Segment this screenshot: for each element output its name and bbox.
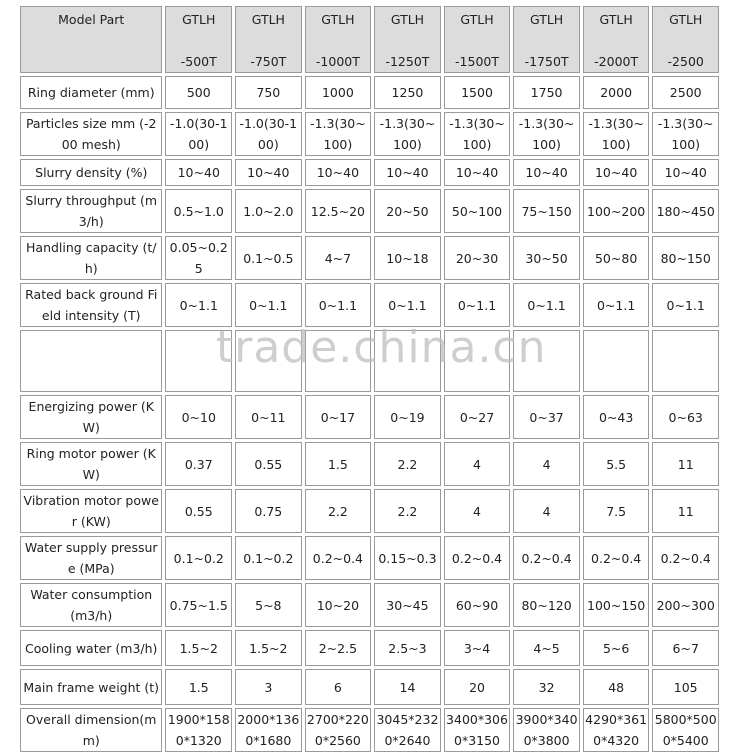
table-cell: 0~37	[513, 395, 580, 439]
table-cell: 0.75~1.5	[165, 583, 232, 627]
model-header-cell	[444, 6, 511, 73]
table-cell: 1.5	[165, 669, 232, 705]
model-variant: -500T	[180, 54, 217, 69]
model-variant: -1250T	[385, 54, 430, 69]
table-cell: 0~1.1	[305, 283, 372, 327]
table-cell: 1.5~2	[235, 630, 302, 666]
table-row	[20, 76, 719, 109]
table-cell: 5~6	[583, 630, 650, 666]
model-variant: -1500T	[455, 54, 499, 69]
table-cell: 4	[444, 489, 511, 533]
model-name: GTLH	[669, 12, 703, 27]
table-cell	[583, 330, 650, 392]
row-label: Slurry throughput (m3/h)	[20, 189, 162, 233]
table-cell: 0~1.1	[165, 283, 232, 327]
table-cell: -1.0(30-100)	[165, 112, 232, 156]
table-cell: 3045*2320*2640	[374, 708, 441, 752]
table-cell: 11	[652, 489, 719, 533]
table-cell: 0.1~0.5	[235, 236, 302, 280]
row-label: Overall dimension(mm)	[20, 708, 162, 752]
row-label: Rated back ground Field intensity (T)	[20, 283, 162, 327]
table-cell: 0~1.1	[374, 283, 441, 327]
table-cell: 0.2~0.4	[513, 536, 580, 580]
table-row	[20, 442, 719, 486]
table-cell: 0~1.1	[444, 283, 511, 327]
table-cell: 0.75	[235, 489, 302, 533]
table-cell: 6	[305, 669, 372, 705]
table-cell	[513, 330, 580, 392]
table-cell: 0.55	[235, 442, 302, 486]
table-cell: 48	[583, 669, 650, 705]
table-cell: 10~40	[305, 159, 372, 186]
table-cell: 0~63	[652, 395, 719, 439]
row-label: Water consumption (m3/h)	[20, 583, 162, 627]
table-cell: 0.37	[165, 442, 232, 486]
table-row	[20, 630, 719, 666]
table-cell: 1.0~2.0	[235, 189, 302, 233]
table-cell: 0.1~0.2	[235, 536, 302, 580]
table-row	[20, 669, 719, 705]
table-cell: 0.55	[165, 489, 232, 533]
table-cell: 20~30	[444, 236, 511, 280]
table-cell: 10~40	[652, 159, 719, 186]
table-cell: 2500	[652, 76, 719, 109]
table-cell: 3~4	[444, 630, 511, 666]
model-header-cell	[235, 6, 302, 73]
table-cell: 1750	[513, 76, 580, 109]
table-cell: 3	[235, 669, 302, 705]
row-label: Particles size mm (-200 mesh)	[20, 112, 162, 156]
table-cell: 180~450	[652, 189, 719, 233]
table-cell: 0.05~0.25	[165, 236, 232, 280]
table-cell: 750	[235, 76, 302, 109]
table-cell	[235, 330, 302, 392]
table-cell: 0.2~0.4	[583, 536, 650, 580]
table-cell: -1.3(30~100)	[305, 112, 372, 156]
model-variant: -750T	[250, 54, 287, 69]
table-cell: 32	[513, 669, 580, 705]
table-cell: 10~40	[444, 159, 511, 186]
model-header-cell	[305, 6, 372, 73]
row-label: Energizing power (KW)	[20, 395, 162, 439]
table-cell: 30~45	[374, 583, 441, 627]
row-label	[20, 330, 162, 392]
table-cell: 0.5~1.0	[165, 189, 232, 233]
table-cell: 105	[652, 669, 719, 705]
table-cell: 0~1.1	[235, 283, 302, 327]
table-cell: 5~8	[235, 583, 302, 627]
table-cell: 50~80	[583, 236, 650, 280]
table-cell: 0~10	[165, 395, 232, 439]
model-variant: -1750T	[524, 54, 569, 69]
table-cell: 500	[165, 76, 232, 109]
table-cell: 0~19	[374, 395, 441, 439]
table-cell: 1900*1580*1320	[165, 708, 232, 752]
row-label: Cooling water (m3/h)	[20, 630, 162, 666]
header-label-cell	[20, 6, 162, 73]
table-cell: 1.5~2	[165, 630, 232, 666]
table-cell	[374, 330, 441, 392]
table-row	[20, 159, 719, 186]
table-cell: 4~7	[305, 236, 372, 280]
table-row	[20, 330, 719, 392]
table-row	[20, 189, 719, 233]
table-cell: -1.3(30~100)	[583, 112, 650, 156]
model-variant: -2000T	[594, 54, 639, 69]
table-cell: 11	[652, 442, 719, 486]
table-cell: 2700*2200*2560	[305, 708, 372, 752]
table-cell: 0.2~0.4	[305, 536, 372, 580]
row-label: Vibration motor power (KW)	[20, 489, 162, 533]
table-cell: 50~100	[444, 189, 511, 233]
table-cell: 0.2~0.4	[444, 536, 511, 580]
table-cell: -1.3(30~100)	[444, 112, 511, 156]
model-name: GTLH	[251, 12, 285, 27]
row-label: Main frame weight (t)	[20, 669, 162, 705]
table-cell: 0.2~0.4	[652, 536, 719, 580]
table-row	[20, 708, 719, 752]
model-name: GTLH	[390, 12, 425, 27]
watermark: trade.china.cn	[216, 322, 547, 373]
model-header-cell	[165, 6, 232, 73]
model-header-cell	[652, 6, 719, 73]
table-row	[20, 395, 719, 439]
table-cell: 6~7	[652, 630, 719, 666]
model-name: GTLH	[529, 12, 564, 27]
table-cell: 0.1~0.2	[165, 536, 232, 580]
table-cell: 1.5	[305, 442, 372, 486]
table-cell: 4	[513, 442, 580, 486]
table-cell: 80~120	[513, 583, 580, 627]
model-variant: -2500	[667, 54, 704, 69]
table-row	[20, 489, 719, 533]
table-cell: 2.2	[374, 442, 441, 486]
table-cell: 7.5	[583, 489, 650, 533]
table-row	[20, 583, 719, 627]
table-cell: 3900*3400*3800	[513, 708, 580, 752]
table-cell: 5800*5000*5400	[652, 708, 719, 752]
table-cell: 80~150	[652, 236, 719, 280]
table-cell: 10~18	[374, 236, 441, 280]
table-cell: 4	[444, 442, 511, 486]
table-row	[20, 283, 719, 327]
table-cell: 0~1.1	[652, 283, 719, 327]
table-cell: 0.15~0.3	[374, 536, 441, 580]
table-cell: 200~300	[652, 583, 719, 627]
table-row	[20, 236, 719, 280]
table-cell	[165, 330, 232, 392]
table-cell: 3400*3060*3150	[444, 708, 511, 752]
table-cell	[305, 330, 372, 392]
table-cell: 20~50	[374, 189, 441, 233]
table-cell: 0~1.1	[583, 283, 650, 327]
row-label: Water supply pressure (MPa)	[20, 536, 162, 580]
row-label: Handling capacity (t/h)	[20, 236, 162, 280]
table-cell: 10~40	[165, 159, 232, 186]
table-cell: -1.3(30~100)	[374, 112, 441, 156]
model-header-cell	[513, 6, 580, 73]
table-cell: 1000	[305, 76, 372, 109]
table-cell: 100~200	[583, 189, 650, 233]
table-row	[20, 112, 719, 156]
model-name: GTLH	[599, 12, 633, 27]
table-cell: 2000	[583, 76, 650, 109]
table-cell: 10~40	[235, 159, 302, 186]
table-cell: 4	[513, 489, 580, 533]
table-cell: 1250	[374, 76, 441, 109]
table-cell: 12.5~20	[305, 189, 372, 233]
spec-table	[17, 3, 722, 755]
table-cell: 14	[374, 669, 441, 705]
table-cell: 75~150	[513, 189, 580, 233]
table-row	[20, 536, 719, 580]
table-cell: 4~5	[513, 630, 580, 666]
table-cell: 10~40	[374, 159, 441, 186]
table-cell: 2000*1360*1680	[235, 708, 302, 752]
model-name: GTLH	[321, 12, 355, 27]
model-header-cell	[583, 6, 650, 73]
row-label: Ring diameter (mm)	[20, 76, 162, 109]
table-cell: 100~150	[583, 583, 650, 627]
table-cell: 10~40	[513, 159, 580, 186]
table-cell: 2~2.5	[305, 630, 372, 666]
table-cell: 4290*3610*4320	[583, 708, 650, 752]
table-cell: -1.0(30-100)	[235, 112, 302, 156]
model-header-cell	[374, 6, 441, 73]
table-cell: 2.5~3	[374, 630, 441, 666]
table-cell: 30~50	[513, 236, 580, 280]
table-cell: 0~11	[235, 395, 302, 439]
table-cell: 0~27	[444, 395, 511, 439]
model-variant: -1000T	[315, 54, 360, 69]
table-cell: 20	[444, 669, 511, 705]
row-label: Slurry density (%)	[20, 159, 162, 186]
row-label: Ring motor power (KW)	[20, 442, 162, 486]
header-row	[20, 6, 719, 73]
header-label: Model Part	[58, 12, 125, 27]
table-cell: 60~90	[444, 583, 511, 627]
model-name: GTLH	[460, 12, 494, 27]
table-cell: 5.5	[583, 442, 650, 486]
table-cell: -1.3(30~100)	[513, 112, 580, 156]
table-cell: 1500	[444, 76, 511, 109]
table-cell: 0~1.1	[513, 283, 580, 327]
table-cell: 2.2	[305, 489, 372, 533]
table-cell	[652, 330, 719, 392]
table-cell	[444, 330, 511, 392]
table-cell: 10~40	[583, 159, 650, 186]
table-cell: 10~20	[305, 583, 372, 627]
table-cell: 2.2	[374, 489, 441, 533]
table-cell: 0~43	[583, 395, 650, 439]
model-name: GTLH	[182, 12, 216, 27]
table-cell: -1.3(30~100)	[652, 112, 719, 156]
table-cell: 0~17	[305, 395, 372, 439]
